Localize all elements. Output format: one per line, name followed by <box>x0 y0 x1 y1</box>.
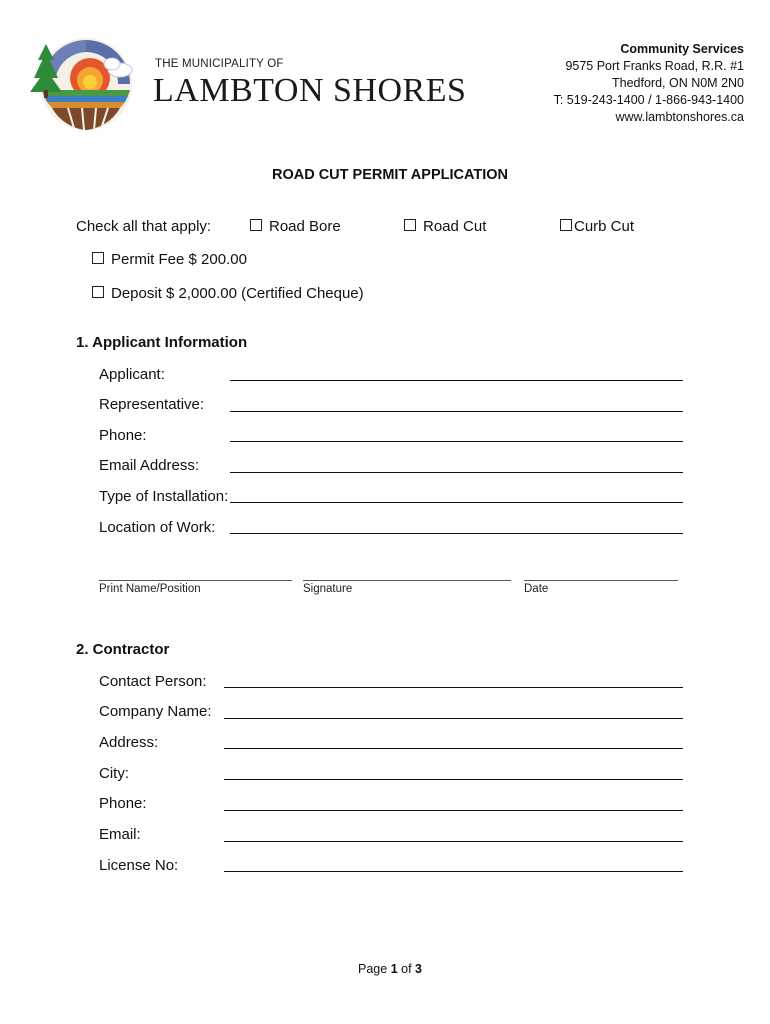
municipality-name: LAMBTON SHORES <box>153 72 467 109</box>
municipality-logo <box>28 34 138 134</box>
page-current: 1 <box>390 962 398 976</box>
check-prompt: Check all that apply: <box>76 218 212 235</box>
form-title: ROAD CUT PERMIT APPLICATION <box>271 167 509 183</box>
permit-fee-checkbox[interactable] <box>92 252 104 264</box>
contractor-city-input-line[interactable] <box>224 779 683 780</box>
permit-fee-label: Permit Fee $ 200.00 <box>111 251 247 268</box>
contractor-city-label: City: <box>99 765 129 782</box>
contractor-address-label: Address: <box>99 734 159 751</box>
option-curb-cut[interactable] <box>560 218 634 235</box>
page-of: of <box>401 962 412 976</box>
municipality-prefix: THE MUNICIPALITY OF <box>155 58 284 70</box>
date-line[interactable] <box>524 580 678 581</box>
installation-type-input-line[interactable] <box>230 502 683 503</box>
option-deposit[interactable] <box>92 285 364 302</box>
applicant-email-label: Email Address: <box>99 457 200 474</box>
company-name-input-line[interactable] <box>224 718 683 719</box>
page-indicator <box>0 962 770 976</box>
contractor-phone-label: Phone: <box>99 795 147 812</box>
curb-cut-label: Curb Cut <box>574 218 635 235</box>
road-bore-checkbox[interactable] <box>250 219 262 231</box>
page-total: 3 <box>415 962 422 976</box>
road-bore-label: Road Bore <box>269 218 341 235</box>
option-road-cut[interactable] <box>404 218 486 235</box>
road-cut-checkbox[interactable] <box>404 219 416 231</box>
signature-line[interactable] <box>303 580 511 581</box>
signature-label: Signature <box>303 583 353 595</box>
contact-website[interactable]: www.lambtonshores.ca <box>615 110 744 124</box>
applicant-email-input-line[interactable] <box>230 472 683 473</box>
applicant-input-line[interactable] <box>230 380 683 381</box>
option-road-bore[interactable] <box>250 218 341 235</box>
contractor-phone-input-line[interactable] <box>224 810 683 811</box>
installation-type-label: Type of Installation: <box>99 488 229 505</box>
representative-label: Representative: <box>99 396 205 413</box>
section1-heading: 1. Applicant Information <box>76 334 248 351</box>
option-permit-fee[interactable] <box>92 251 247 268</box>
road-cut-label: Road Cut <box>423 218 487 235</box>
contractor-address-input-line[interactable] <box>224 748 683 749</box>
contact-person-label: Contact Person: <box>99 673 207 690</box>
contact-person-input-line[interactable] <box>224 687 683 688</box>
applicant-phone-label: Phone: <box>99 427 147 444</box>
print-name-label: Print Name/Position <box>99 583 201 595</box>
curb-cut-checkbox[interactable] <box>560 219 572 231</box>
contractor-email-label: Email: <box>99 826 141 843</box>
company-name-label: Company Name: <box>99 703 212 720</box>
applicant-phone-input-line[interactable] <box>230 441 683 442</box>
deposit-label: Deposit $ 2,000.00 (Certified Cheque) <box>111 285 364 302</box>
applicant-label: Applicant: <box>99 366 165 383</box>
license-label: License No: <box>99 857 179 874</box>
location-input-line[interactable] <box>230 533 683 534</box>
deposit-checkbox[interactable] <box>92 286 104 298</box>
date-label: Date <box>524 583 549 595</box>
page-label: Page <box>358 962 388 976</box>
contractor-email-input-line[interactable] <box>224 841 683 842</box>
representative-input-line[interactable] <box>230 411 683 412</box>
contact-address-line2: Thedford, ON N0M 2N0 <box>612 76 744 90</box>
print-name-line[interactable] <box>99 580 292 581</box>
contact-address-line1: 9575 Port Franks Road, R.R. #1 <box>565 59 744 73</box>
contact-department: Community Services <box>620 42 744 56</box>
location-label: Location of Work: <box>99 519 216 536</box>
license-input-line[interactable] <box>224 871 683 872</box>
contact-phone: T: 519-243-1400 / 1-866-943-1400 <box>553 93 744 107</box>
section2-heading: 2. Contractor <box>76 641 170 658</box>
